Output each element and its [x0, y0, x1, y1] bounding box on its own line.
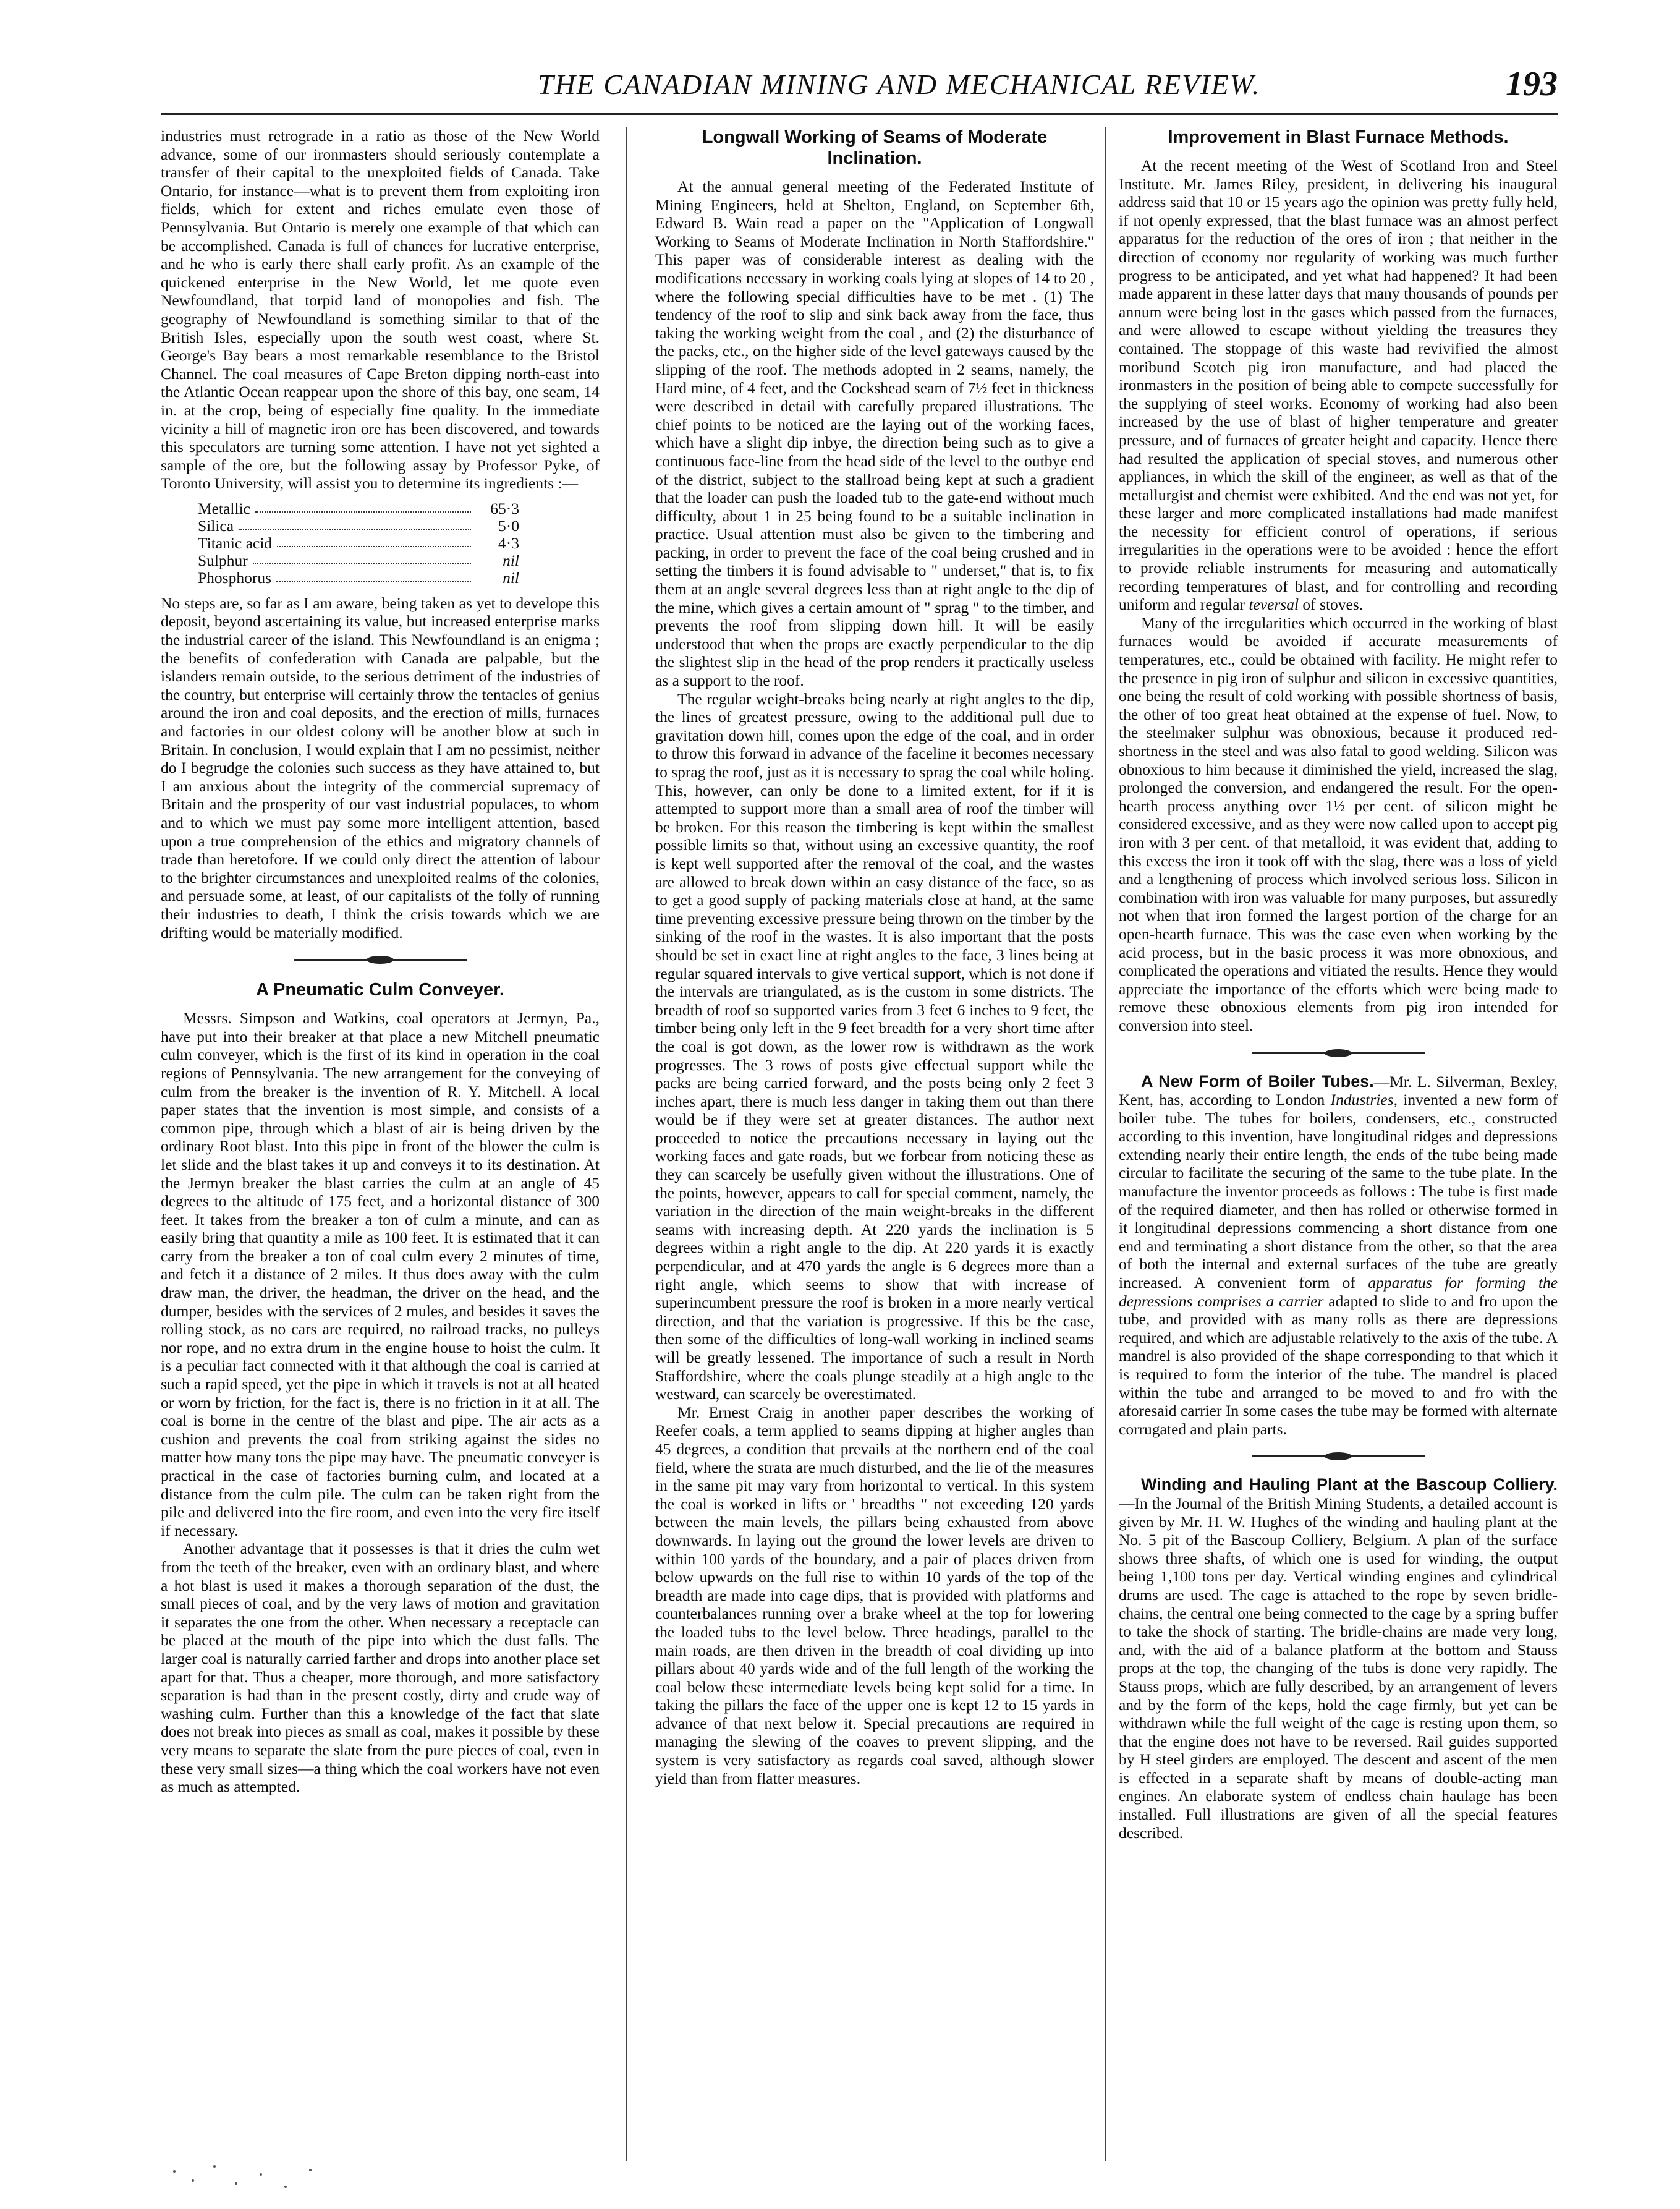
article-paragraph: The regular weight-breaks being nearly at right angles to the dip, the lines of greatest pressure, owing to the additional pull due to gravitation down hill, comes upon the edge of the coal, and in order to throw this forward in advance of the faceline it becomes necessary to sprag the roof, just as it is necessary to sprag the coal while holing. This, however, can only be done to a limited extent, for if it is attempted to support more than a small area of roof the timber will be broken. For this reason the timbering is kept within the smallest possible limits so that, without using an excessive quantity, the roof is kept well supported after the removal of the coal, and the wastes are allowed to break down within an easy distance of the face, so as to get a good supply of packing materials close at hand, at the same time preventing excessive pressure being thrown on the timber by the sinking of the roof in the wastes. It is also important that the posts should be set in exact line at right angles to the face, 3 lines being at regular squared intervals to give vertical support, which is not done if the intervals are triangulated, as is the custom in some districts. The breadth of roof so supported varies from 3 feet 6 inches to 9 feet, the timber being only left in the 9 feet breadth for a very short time after the coal is got down, as the lower row is withdrawn as the work progresses. The 3 rows of posts give effectual support while the packs are being carried forward, and the posts being only 2 feet 3 inches apart, there is much less danger in taking them out than there would be if they were set at greater distances. The author next proceeded to notice the precautions necessary in laying out the working faces and gate roads, but we forbear from noticing these as they can scarcely be usefully given without the illustrations. One of the points, however, appears to call for special comment, namely, the variation in the direction of the main weight-breaks in the different seams with increasing depth. At 220 yards the inclination is 5 degrees within a right angle to the dip. At 220 yards it is exactly perpendicular, and at 470 yards the angle is 6 degrees more than a right angle, which seems to show that with increase of superincumbent pressure the roof is broken in a more nearly vertical direction, and that the variation is progressive. If this be the case, then some of the difficulties of long-wall working in inclined seams will be greatly lessened. The importance of such a result in North Staffordshire, where the coals plunge steadily at a high angle to the westward, can scarcely be overestimated.: [655, 689, 1094, 1403]
speck: [235, 2182, 237, 2185]
column-right: [1119, 127, 1558, 2161]
leader-dots: [276, 569, 471, 582]
header-rule: [161, 113, 1558, 115]
assay-value: 4·3: [498, 534, 519, 552]
journal-title: THE CANADIAN MINING AND MECHANICAL REVIEW.: [538, 69, 1261, 100]
article-paragraph: Many of the irregularities which occurred in the working of blast furnaces would be avoided if accurate measurements of temperatures, etc., could be obtained with facility. He might refer to the presence in pig iron of sulphur and silicon in excessive quantities, one being the result of cold working with possible shortness of basis, the other of too great heat obtained at the expense of fuel. Now, to the steelmaker sulphur was obnoxious, because it produced red-shortness in the steel and was also fatal to good welding. Silicon was obnoxious to him because it diminished the yield, increased the slag, prolonged the conversion, and endangered the result. For the open-hearth process anything over 1½ per cent. of silicon might be considered excessive, and as they were now called upon to accept pig iron with 3 per cent. of that metalloid, it was evident that, adding to this excess the iron it took off with the slag, there was a loss of yield and a lengthening of process which involved serious loss. Silicon in combination with iron was valuable for many purposes, but assuredly not when that iron formed the largest portion of the charge for an open-hearth furnace. This was the case even when working by the acid process, but in the basic process it was more obnoxious, and complicated the operations and vitiated the results. Hence they would appreciate the importance of the efforts which were being made to remove these obnoxious elements from pig iron intended for conversion into steel.: [1119, 613, 1558, 1034]
article-heading: Improvement in Blast Furnace Methods.: [1168, 127, 1509, 147]
page-header: [161, 62, 1558, 111]
article-heading: Longwall Working of Seams of Moderate Inclination.: [702, 127, 1048, 168]
assay-row: [198, 552, 519, 569]
page-number: 193: [1506, 65, 1558, 103]
article-paragraph: [1119, 156, 1558, 614]
column-divider-2: [1105, 127, 1106, 2161]
article-paragraph: Messrs. Simpson and Watkins, coal operators at Jermyn, Pa., have put into their breaker at that place a new Mitchell pneumatic culm conveyer, which is the first of its kind in operation in the coal regions of Pennsylvania. The new arrangement for the conveying of culm from the breaker is the invention of R. Y. Mitchell. A local paper states that the invention is most simple, and consists of a common pipe, through which a blast of air is being driven by the ordinary Root blast. Into this pipe in front of the blower the culm is let slide and the blast takes it up and conveys it to its destination. At the Jermyn breaker the blast carries the culm at an angle of 45 degrees to the altitude of 175 feet, and a horizontal distance of 300 feet. It takes from the breaker a ton of culm a minute, and can as easily bring that quantity a mile as 100 feet. It is estimated that it can carry from the breaker a ton of coal culm every 2 minutes of time, and fetch it a distance of 2 miles. It thus does away with the culm draw man, the driver, the headman, the driver on the head, and the dumper, besides with the services of 2 mules, and besides it saves the rolling stock, as no cars are required, no railroad tracks, no pulleys nor rope, and no extra drum in the engine house to hoist the culm. It is a peculiar fact connected with it that although the coal is carried at such a rapid speed, yet the pipe in which it travels is not at all heated or worn by friction, for the fact is, there is no friction in it at all. The coal is borne in the centre of the blast and pipe. The air acts as a cushion and prevents the coal from striking against the sides no matter how many tons the pipe may have. The pneumatic conveyer is practical in the case of factories burning culm, and located at a distance from the culm pile. The culm can be taken right from the pile and delivered into the fire room, and even into the very fire itself if necessary.: [161, 1009, 600, 1539]
speck: [192, 2179, 194, 2182]
speck: [284, 2186, 287, 2188]
speck: [213, 2165, 216, 2168]
assay-name: Silica: [198, 516, 234, 535]
article-heading: A Pneumatic Culm Conveyer.: [256, 980, 504, 1000]
italic-word: teversal: [1249, 595, 1299, 614]
assay-row: [198, 517, 519, 535]
assay-table: [198, 500, 519, 587]
assay-value: nil: [503, 551, 519, 569]
assay-name: Sulphur: [198, 551, 248, 569]
leader-dots: [239, 517, 471, 530]
article-paragraph: No steps are, so far as I am aware, being taken as yet to develope this deposit, beyond ascertaining its value, but increased enterprise marks the industrial career of the island. This Newfoundland is an enigma ; the benefits of confederation with Canada are palpable, but the islanders remain outside, to the serious detriment of the industries of the country, but enterprise will certainly throw the tentacles of genius around the iron and coal deposits, and the erection of mills, furnaces and factories in our oldest colony will be another blow at such in Britain. In conclusion, I would explain that I am no pessimist, neither do I begrudge the colonies such success as they have attained to, but I am anxious about the integrity of the commercial supremacy of Britain and the prosperity of our vast industrial populaces, to whom and to which we must pay some more intelligent attention, based upon a true comprehension of the ethics and migratory channels of trade than heretofore. If we could only direct the attention of labour to the brighter circumstances and unexploited realms of the colonies, and persuade some, at least, of our capitalists of the folly of running their industries to death, I think the crisis towards which we are drifting would be materially modified.: [161, 594, 600, 942]
print-specks: [167, 2158, 328, 2195]
assay-row: [198, 569, 519, 587]
assay-name: Titanic acid: [198, 534, 273, 552]
speck: [173, 2170, 176, 2173]
paragraph-text: of stoves.: [1302, 595, 1364, 614]
assay-name: Metallic: [198, 499, 250, 517]
paragraph-text: —In the Journal of the British Mining Students, a detailed account is given by Mr. H. W. Hughes of the winding and hauling plant at the No. 5 pit of the Bascoup Colliery, Belgium. A plan of the surface shows three shafts, of which one is used for winding, the output being 1,100 tons per day. Vertical winding engines and cylindrical drums are used. The cage is attached to the rope by seven bridle-chains, the central one being connected to the cage by a spring buffer to take the shock of starting. The bridle-chains are made very long, and, with the aid of a balance platform at the bottom and Stauss props at the top, the changing of the tubs is done very rapidly. The Stauss props, which are fully described, by an arrangement of levers and by the form of the keps, hold the cage firmly, but yet can be withdrawn while the full weight of the cage is resting upon them, so that the engine does not have to be reversed. Rail guides supported by H steel girders are employed. The descent and ascent of the men is effected in a separate shaft by means of double-acting man engines. An elaborate system of endless chain haulage has been installed. Full illustrations are given of all the special features described.: [1119, 1494, 1558, 1842]
section-separator: [1252, 1455, 1425, 1457]
article-continuation-paragraph: industries must retrograde in a ratio as those of the New World advance, some of our ironmasters should seriously contemplate a transfer of their capital to the unexploited fields of Canada. Take Ontario, for instance—what is to prevent them from exploiting iron fields, which for extent and riches emulate even those of Pennsylvania. But Ontario is merely one example of that which can be accomplished. Canada is full of chances for lucrative enterprise, and he who is early there shall early profit. As an example of the quickened enterprise in the New World, let me quote even Newfoundland, that torpid land of monopolies and fish. The geography of Newfoundland is something similar to that of the British Isles, especially upon the south west coast, where St. George's Bay bears a most remarkable resemblance to the Bristol Channel. The coal measures of Cape Breton dipping north-east into the Atlantic Ocean reappear upon the shore of this bay, one seam, 14 in. at the crop, being of especially fine quality. In the immediate vicinity a hill of magnetic iron ore has been discovered, and towards this speculators are turning some attention. I have not yet sighted a sample of the ore, but the following assay by Professor Pyke, of Toronto University, will assist you to determine its ingredients :—: [161, 127, 600, 493]
paragraph-text: adapted to slide to and fro upon the tube, and provided with as many rolls as there are depressions required, and which are adjustable relatively to the axis of the tube. A mandrel is also provided of the shape corresponding to that which it is required to form the interior of the tube. The mandrel is placed within the tube and arranged to be moved to and fro with the aforesaid carrier In some cases the tube may be formed with alternate corrugated and plain parts.: [1119, 1292, 1558, 1438]
assay-value: 5·0: [498, 516, 519, 535]
assay-row: [198, 500, 519, 517]
assay-value: nil: [503, 568, 519, 587]
leader-dots: [253, 552, 471, 564]
leader-dots: [277, 535, 471, 547]
article-paragraph: At the annual general meeting of the Federated Institute of Mining Engineers, held at Shelton, England, on September 6th, Edward B. Wain read a paper on the "Application of Longwall Working to Seams of Moderate Inclination in North Staffordshire." This paper was of considerable interest as dealing with the modifications necessary in working coals lying at slopes of 14 to 20 , where the following special difficulties have to be met . (1) The tendency of the roof to slip and sink back away from the face, thus taking the working weight from the coal , and (2) the disturbance of the packs, etc., on the higher side of the level gateways caused by the slipping of the roof. The methods adopted in 2 seams, namely, the Hard mine, of 4 feet, and the Cockshead seam of 7½ feet in thickness were described in detail with carefully prepared illustrations. The chief points to be noticed are the laying out of the working faces, which have a slight dip inbye, the direction being such as to give a continuous face-line from the head side of the level to the outbye end of the district, subject to the stallroad being kept at such a gradient that the loader can push the loaded tub to the gate-end without much difficulty, about 1 in 25 being found to be a suitable inclination in practice. Usual attention must also be given to the timbering and packing, in order to prevent the face of the coal being crushed and in setting the timbers it is found advisable to " underset," that is, to fix them at an angle several degrees less than at right angle to the dip of the mine, which gives a certain amount of " sprag " to the timber, and prevents the roof from slipping down hill. It will be easily understood that when the props are exactly perpendicular to the dip the slightest slip in the head of the prop renders it practically useless as a support to the roof.: [655, 177, 1094, 690]
leader-dots: [255, 500, 471, 513]
assay-value: 65·3: [490, 499, 519, 517]
italic-phrase: apparatus for forming the depressions comprises a carrier: [1119, 1274, 1558, 1310]
paragraph-text: —Mr. L. Silverman, Bexley, Kent, has, according to London: [1119, 1072, 1558, 1109]
run-in-heading: Winding and Hauling Plant at the Bascoup Colliery.: [1141, 1475, 1558, 1494]
run-in-heading: A New Form of Boiler Tubes.: [1141, 1071, 1374, 1091]
paragraph-text: At the recent meeting of the West of Scotland Iron and Steel Institute. Mr. James Riley, president, in delivering his inaugural address said that 10 or 15 years ago the opinion was pretty fully held, if not openly expressed, that the blast furnace was an almost perfect apparatus for the reduction of the ores of iron ; that neither in the direction of economy nor regularity of working was much further progress to be anticipated, and yet what had happened? It had been made apparent in these latter days that many thousands of pounds per annum were being lost in the gases which passed from the furnaces, and were allowed to escape without yielding the treasures they contained. The stoppage of this waste had revivified the almost moribund Scotch pig iron manufacture, and had placed the ironmasters in the position of being able to compete successfully for the supplying of steel works. Economy of working had also been increased by the use of blast of higher temperature and greater pressure, and of furnaces of greater height and capacity. Hence there had resulted the application of special stoves, and numerous other appliances, in which the skill of the engineer, as well as that of the metallurgist and chemist were exhibited. And the end was not yet, for these larger and more complicated installations had made manifest the necessity for efficient control of operations, if serious irregularities in the operations were to be avoided : hence the effort to provide reliable instruments for measuring and automatically recording temperatures of blast, and for controlling and recording uniform and regular: [1119, 156, 1558, 614]
section-separator: [294, 959, 467, 961]
speck: [309, 2169, 312, 2171]
assay-row: [198, 535, 519, 552]
column-middle: [655, 127, 1094, 2161]
section-separator: [1252, 1052, 1425, 1054]
assay-name: Phosphorus: [198, 568, 272, 587]
speck: [260, 2173, 262, 2176]
italic-word: Industries,: [1330, 1091, 1398, 1109]
article-paragraph: Mr. Ernest Craig in another paper describes the working of Reefer coals, a term applied to seams dipping at higher angles than 45 degrees, a condition that prevails at the northern end of the coal field, where the strata are much disturbed, and the lie of the measures in the same pit may vary from horizontal to vertical. In this system the coal is worked in lifts or ' breadths " not exceeding 120 yards between the main levels, the pillars being exhausted from above downwards. In laying out the ground the lower levels are driven to within 100 yards of the boundary, and a pair of places driven from below upwards on the full rise to within 10 yards of the top of the breadth are made into cage dips, that is provided with platforms and counterbalances running over a brake wheel at the top for lowering the loaded tubs to the level below. Three headings, parallel to the main roads, are then driven in the breadth of coal dividing up into pillars about 40 yards wide and of the full length of the working the coal below these intermediate levels being kept solid for a time. In taking the pillars the face of the upper one is kept 12 to 15 yards in advance of that next below it. Special precautions are required in managing the slewing of the coaves to prevent slipping, and the system is very satisfactory as regards coal saved, although slower yield than from flatter measures.: [655, 1403, 1094, 1787]
article-paragraph: [1119, 1476, 1558, 1842]
paragraph-text: invented a new form of boiler tube. The tubes for boilers, condensers, etc., constructed according to this invention, have longitudinal ridges and depressions extending nearly their entire length, the ends of the tube being made circular to facilitate the securing of the same to the tube plate. In the manufacture the inventor proceeds as follows : The tube is first made of the required diameter, and then has rolled or otherwise formed in it longitudinal depressions commencing a short distance from one end and terminating a short distance from the other, so that the area of both the internal and external surfaces of the tube are greatly increased. A convenient form of: [1119, 1091, 1558, 1292]
article-paragraph: [1119, 1073, 1558, 1439]
column-left: [161, 127, 600, 2161]
column-divider-1: [626, 127, 627, 2161]
article-paragraph: Another advantage that it possesses is that it dries the culm wet from the teeth of the breaker, even with an ordinary blast, and where a hot blast is used it makes a thorough separation of the dust, the small pieces of coal, and by the very laws of motion and gravitation it separates the one from the other. When necessary a receptacle can be placed at the mouth of the pipe into which the dust falls. The larger coal is naturally carried farther and drops into another place set apart for that. Thus a cheaper, more thorough, and more satisfactory separation is had than in the present costly, dirty and crude way of washing culm. Further than this a knowledge of the fact that slate does not break into pieces as small as coal, makes it possible by these very means to separate the slate from the pure pieces of coal, even in these very small sizes—a thing which the coal workers have not even as much as attempted.: [161, 1539, 600, 1796]
